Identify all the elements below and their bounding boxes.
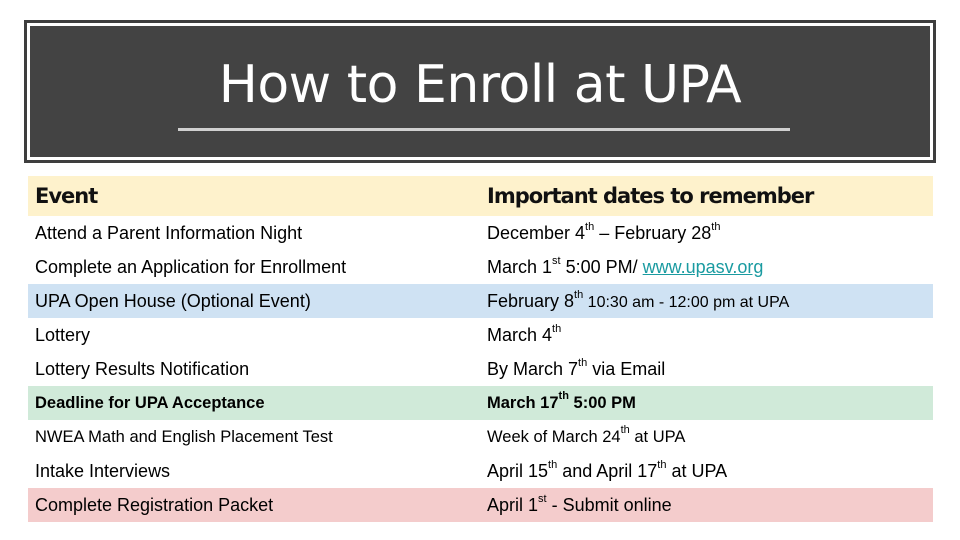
event-cell: NWEA Math and English Placement Test [35,427,333,446]
event-cell: Complete an Application for Enrollment [35,256,347,277]
event-cell: Attend a Parent Information Night [35,222,303,243]
table-row [28,386,933,420]
title-banner [24,20,936,163]
table-row [28,318,933,352]
date-cell: By March 7th via Email [487,356,666,379]
event-cell: Deadline for UPA Acceptance [35,393,265,412]
date-cell: April 15th and April 17th at UPA [487,458,728,481]
event-cell: Complete Registration Packet [35,494,274,515]
title-underline [178,128,790,131]
table-row [28,250,933,284]
date-cell: Week of March 24th at UPA [487,424,686,446]
table-row [28,420,933,454]
date-cell: February 8th 10:30 am - 12:00 pm at UPA [487,288,790,311]
date-cell: April 1st - Submit online [487,492,672,515]
table-row [28,352,933,386]
date-cell: March 17th 5:00 PM [487,390,636,412]
enrollment-schedule-table [28,176,933,522]
event-cell: Intake Interviews [35,460,171,481]
event-cell: Lottery Results Notification [35,358,250,379]
header-event: Event [35,184,98,208]
title-banner-fill [30,26,930,157]
table-row [28,454,933,488]
website-link[interactable]: www.upasv.org [642,256,764,277]
date-cell: December 4th – February 28th [487,220,721,243]
table-row [28,284,933,318]
event-cell: Lottery [35,324,91,345]
table-row [28,488,933,522]
page-title: How to Enroll at UPA [218,55,742,115]
date-cell: March 1st 5:00 PM/ www.upasv.org [487,254,764,277]
date-cell: March 4th [487,322,562,345]
event-cell: UPA Open House (Optional Event) [35,290,311,311]
header-dates: Important dates to remember [487,184,814,208]
table-header-row [28,176,933,216]
table-row [28,216,933,250]
